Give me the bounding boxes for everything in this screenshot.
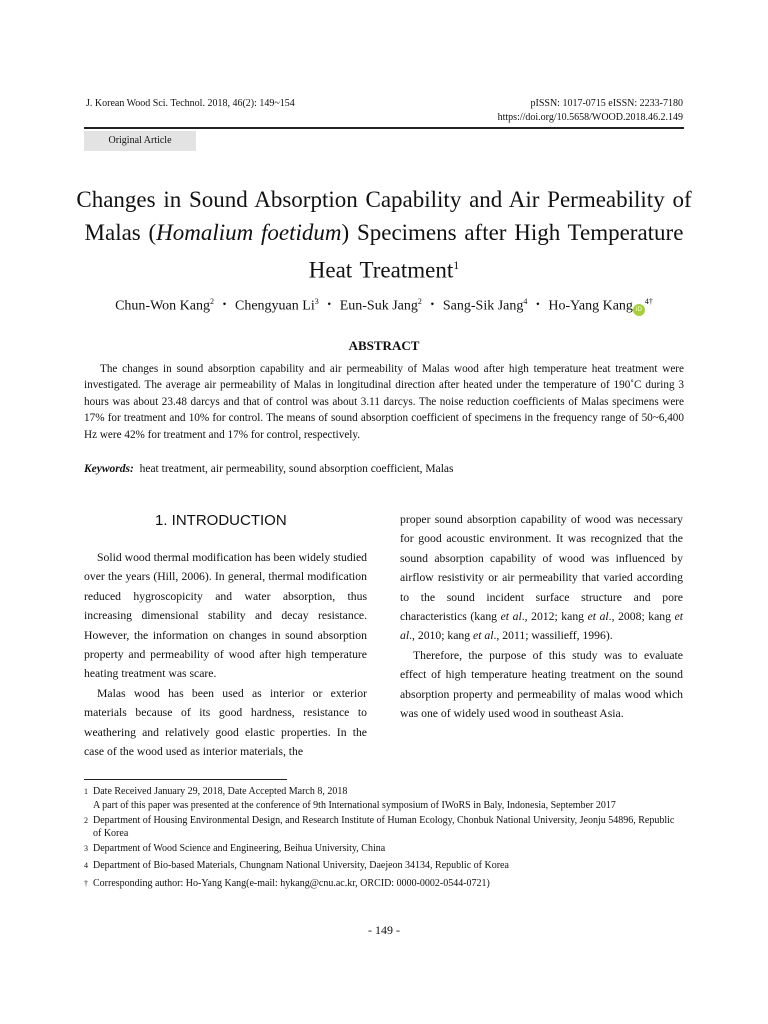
abstract-text: The changes in sound absorption capability and air permeability of Malas wood after high temperature heat treatment were investigated. The average air permeability of Malas in longitudinal direction after heated under the temperature of 190˚C during 3 hours was about 23.48 darcys and that of control was about 3.11 darcys. The noise reduction coefficients of Malas specimens were 17% for treatment and 10% for control. The means of sound absorption coefficient of specimens in the frequency range of 50~6,400 Hz were 42% for treatment and 17% for control, respectively. [84,363,684,441]
footnote [84,785,684,812]
footnote-mark: 2 [84,815,88,825]
author: Eun-Suk Jang [339,298,418,314]
title-part-2: ) Specimens after High Temperature Heat Treatment [308,220,684,283]
footnote-mark: 3 [84,844,88,854]
footnote-rule [84,779,287,780]
author-separator: ・ [322,298,337,314]
et-al: et al [400,610,683,643]
author-separator: ・ [425,298,440,314]
page-number: - 149 - [368,923,400,937]
paragraph: Malas wood has been used as interior or exterior materials because of its good hardness, resistance to weathering and relatively good elastic properties. In the case of the wood used as interior materials, the [84,686,367,759]
keywords-line [84,461,684,477]
author: Chun-Won Kang [115,298,210,314]
author-affiliation-mark: 4† [644,297,653,306]
body-column-left [84,548,367,761]
et-al: et al [473,629,494,643]
author-separator: ・ [217,298,232,314]
issn: pISSN: 1017-0715 eISSN: 2233-7180 [530,98,683,109]
paragraph: Therefore, the purpose of this study was to evaluate effect of high temperature heating treatment on the sound absorption property and permeability of malas wood which was one of widely used wood in southeast Asia. [400,648,683,721]
author: Sang-Sik Jang [442,298,524,314]
paragraph: Solid wood thermal modification has been widely studied over the years (Hill, 2006). In general, thermal modification reduced hygroscopicity and water absorption, thus increasing dimensional stability and decay resistance. However, the information on changes in sound absorption property and permeability of wood after high temperature heating treatment was scare. [84,551,367,681]
footnote [84,814,684,841]
footnote-text: Department of Bio-based Materials, Chungnam National University, Daejeon 34134, Republic of Korea [93,860,509,872]
orcid-icon[interactable]: iD [633,304,645,316]
footnote-line: A part of this paper was presented at the conference of 9th International symposium of IWoRS in Baly, Indonesia, September 2017 [93,799,616,811]
article-title [70,183,698,287]
text-run: ., 2008; kang [608,610,675,624]
et-al: et al [500,610,522,624]
section-heading-introduction: 1. INTRODUCTION [155,512,287,529]
issn-doi-block [498,97,683,125]
doi-link[interactable]: https://doi.org/10.5658/WOOD.2018.46.2.149 [497,112,683,123]
author: Chengyuan Li [235,298,315,314]
footnote-mark: 4 [84,861,88,871]
paragraph [400,510,683,646]
text-run: proper sound absorption capability of wood was necessary for good acoustic environment. It was recognized that the sound absorption capability of wood was influenced by airflow resistivity or air permeability that varied according to the sound incident surface structure and pore characteristics (kang [400,513,683,624]
footnote-line: Date Received January 29, 2018, Date Accepted March 8, 2018 [93,786,348,797]
author-list [60,292,708,317]
keywords-label: Keywords: [84,463,134,475]
title-part-1: Changes in Sound Absorption Capability and Air Permeability of Malas ( [76,187,692,245]
author-separator: ・ [530,298,545,314]
title-species: Homalium foetidum [156,220,342,245]
author-affiliation-mark: 2 [417,297,422,306]
body-column-right [400,510,683,723]
footnote [84,859,684,875]
text-run: ., 2010; kang [409,629,474,643]
author-affiliation-mark: 2 [210,297,214,306]
article-type-badge: Original Article [84,131,196,151]
et-al: et al [587,610,609,624]
text-run: ., 2011; wassilieff, 1996). [493,629,613,643]
keywords-text: heat treatment, air permeability, sound absorption coefficient, Malas [139,463,454,475]
footnote-text: Department of Housing Environmental Design, and Research Institute of Human Ecology, Chonbuk National University, Jeonju 54896, Republic of Korea [93,814,675,840]
footnote [84,877,684,893]
author: Ho-Yang Kang [548,298,633,314]
footnotes [84,785,684,894]
footnote [84,842,684,858]
title-footnote-mark: 1 [453,258,460,272]
footnote-text [93,785,678,812]
header-rule [84,127,684,129]
author-affiliation-mark: 4 [523,297,528,306]
author-affiliation-mark: 3 [314,297,319,306]
journal-citation: J. Korean Wood Sci. Technol. 2018, 46(2): 149~154 [86,98,295,109]
abstract-heading: ABSTRACT [348,338,420,353]
text-run: ., 2012; kang [521,610,588,624]
footnote-mark: † [84,878,88,888]
footnote-text: Corresponding author: Ho-Yang Kang(e-mail: hykang@cnu.ac.kr, ORCID: 0000-0002-0544-0721) [93,877,490,889]
footnote-text: Department of Wood Science and Engineering, Beihua University, China [93,843,386,855]
footnote-mark: 1 [84,787,88,796]
